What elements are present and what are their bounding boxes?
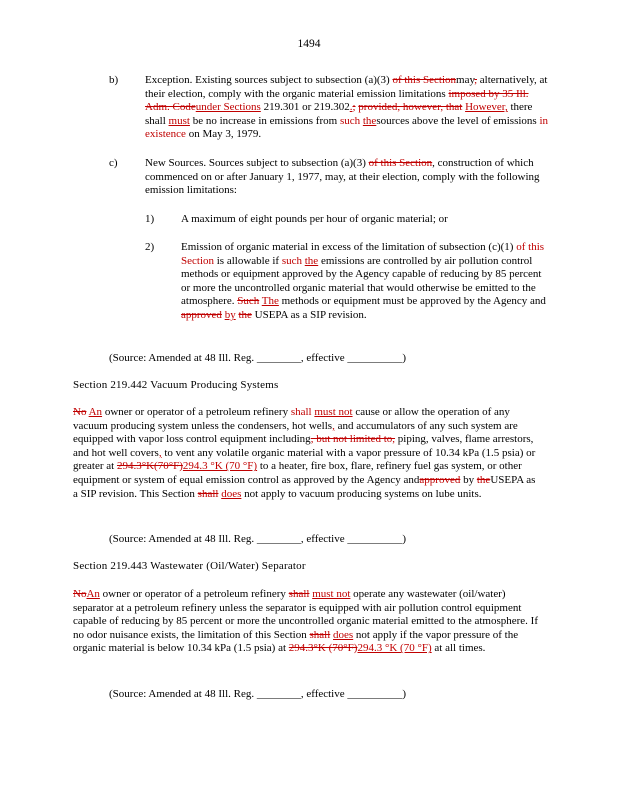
- s442-text-9: not apply to vacuum producing systems on lube units.: [244, 487, 482, 500]
- source-note-1: (Source: Amended at 48 Ill. Reg. ________, effective __________): [109, 352, 407, 364]
- s442-text-8: USEPA as a SIP revision. This Section: [73, 473, 536, 500]
- s442-del-7: approved: [419, 473, 461, 486]
- b-text-6: there shall: [145, 101, 533, 127]
- s443-text-4: at all times.: [434, 642, 486, 655]
- section-219-442-text: [73, 406, 543, 501]
- s442-text-6: to a heater, fire box, flare, refinery fuel gas system, or other equipment or system of equal emission control as approved by the Agency and: [73, 460, 522, 486]
- i2-del-3: Such: [237, 295, 260, 308]
- section-219-443-text: [73, 588, 543, 656]
- subsection-b-label: b): [109, 74, 119, 86]
- c-del-1: of this Section: [368, 157, 433, 169]
- s442-text-1: owner or operator of a petroleum refinery: [104, 406, 289, 418]
- s442-ins-6: 294.3 °K (70 °F): [182, 460, 258, 473]
- s443-text-2: operate any wastewater (oil/water) separator at a petroleum refinery unless the separator is equipped with air pollution control equipment capable of reducing by 85 percent or more the uncontrolled organic material emitted to the atmosphere. If no odor nuisance exists, the limitation of this Section: [73, 588, 538, 641]
- s442-ins-3: ,: [332, 419, 335, 432]
- s443-ins-4: 294.3 °K (70 °F): [357, 642, 432, 655]
- s442-ins-2: must not: [314, 406, 353, 418]
- s442-text-2: cause or allow the operation of any vacuum producing system unless the condensers, hot wells: [73, 406, 510, 432]
- b-del-3: imposed by 35 Ill. Adm. Code: [145, 87, 529, 114]
- s443-del-3: shall: [309, 628, 331, 641]
- b-ins-3: under Sections: [195, 101, 261, 114]
- b-text-1: Exception. Existing sources subject to subsection (a)(3): [145, 74, 390, 86]
- b-del-7: such: [339, 114, 361, 127]
- b-ins-4: .: [349, 101, 353, 114]
- i2-del-5: the: [238, 308, 252, 321]
- s442-del-9: shall: [197, 487, 219, 500]
- s442-del-6: 294.3°K(70°F): [116, 460, 183, 473]
- i2-text-2: is allowable if: [216, 254, 280, 267]
- b-text-3: alternatively, at their election, comply with the organic material emission limitations: [145, 74, 548, 100]
- subsection-c-label: c): [109, 157, 118, 169]
- s443-text-1: owner or operator of a petroleum refinery: [102, 588, 286, 600]
- i2-del-2: such: [281, 254, 302, 267]
- i2-del-4: approved: [181, 308, 222, 321]
- source-note-2: (Source: Amended at 48 Ill. Reg. ________, effective __________): [109, 533, 407, 545]
- subsection-b-text: [145, 74, 553, 142]
- s443-del-2: shall: [288, 588, 310, 600]
- s442-text-5: to vent any volatile organic material with a vapor pressure of 10.34 kPa (1.5 psia) or greater at: [73, 446, 536, 473]
- i2-text-1: Emission of organic material in excess of the limitation of subsection (c)(1): [181, 241, 514, 253]
- item-2-text: [181, 241, 551, 323]
- s442-ins-1: An: [88, 406, 103, 418]
- b-del-2: ,: [474, 74, 477, 86]
- c-text-1: New Sources. Sources subject to subsection (a)(3): [145, 157, 366, 169]
- item-1-text: A maximum of eight pounds per hour of organic material; or: [181, 213, 448, 225]
- s442-text-4b: and hot well covers: [73, 446, 159, 459]
- s443-del-4: 294.3°K (70°F): [288, 642, 358, 655]
- b-text-8: sources above the level of emissions: [376, 114, 537, 127]
- i2-ins-4: by: [224, 308, 236, 321]
- s442-ins-9: does: [221, 487, 242, 500]
- section-219-442-heading: Section 219.442 Vacuum Producing Systems: [73, 379, 279, 391]
- s442-text-3: and accumulators of any such system are equipped with vapor loss control equipment including: [73, 419, 518, 446]
- i2-ins-3: The: [261, 295, 279, 308]
- c-text-2: , construction of which commenced on or after January 1, 1977, may, at their election, comply with the following emission limitations:: [145, 157, 540, 197]
- section-219-443-heading: Section 219.443 Wastewater (Oil/Water) Separator: [73, 560, 306, 572]
- b-text-7: be no increase in emissions from: [192, 114, 338, 127]
- b-ins-5: However,: [465, 101, 508, 114]
- i2-ins-2: the: [304, 254, 319, 267]
- b-ins-7: the: [362, 114, 377, 127]
- b-text-9: on May 3, 1979.: [188, 128, 262, 141]
- item-1-label: 1): [145, 213, 155, 225]
- s442-del-1: No: [73, 406, 87, 418]
- s442-text-4: piping, valves, flame arrestors,: [397, 433, 534, 446]
- i2-text-4: methods or equipment must be approved by the Agency and: [281, 295, 546, 308]
- b-ins-8: in existence: [145, 114, 549, 141]
- i2-text-5: USEPA as a SIP revision.: [254, 308, 367, 321]
- b-ins-6: must: [168, 114, 190, 127]
- s442-del-2: shall: [290, 406, 312, 418]
- s442-del-8: the: [476, 473, 491, 486]
- b-text-4: 219.301 or 219.302: [263, 101, 350, 114]
- i2-text-3: emissions are controlled by air pollution control methods or equipment approved by the Agency capable of reducing by 85 percent or more the uncontrolled organic material that would otherwise be emitted to the atmosphere.: [181, 254, 542, 308]
- s443-ins-1: An: [86, 588, 100, 600]
- b-del-5: provided, however, that: [358, 101, 463, 114]
- source-note-3: (Source: Amended at 48 Ill. Reg. ________, effective __________): [109, 688, 407, 700]
- s442-ins-4b: ,: [158, 446, 162, 459]
- subsection-c-text: [145, 157, 547, 198]
- item-2-label: 2): [145, 241, 155, 253]
- s443-ins-2: must not: [312, 588, 351, 600]
- s443-del-1: No: [73, 588, 87, 600]
- s443-text-3: not apply if the vapor pressure of the organic material is below 10.34 kPa (1.5 psia) at: [73, 628, 519, 655]
- b-text-2: may: [456, 74, 475, 86]
- b-del-1: of this Section: [392, 74, 457, 86]
- i2-ins-1: of this Section: [181, 241, 545, 267]
- b-del-4: ;: [352, 101, 356, 114]
- s443-ins-3: does: [333, 628, 354, 641]
- s442-del-4: , but not limited to,: [310, 433, 396, 446]
- page-number: 1494: [297, 38, 321, 50]
- s442-text-7: by: [463, 473, 475, 486]
